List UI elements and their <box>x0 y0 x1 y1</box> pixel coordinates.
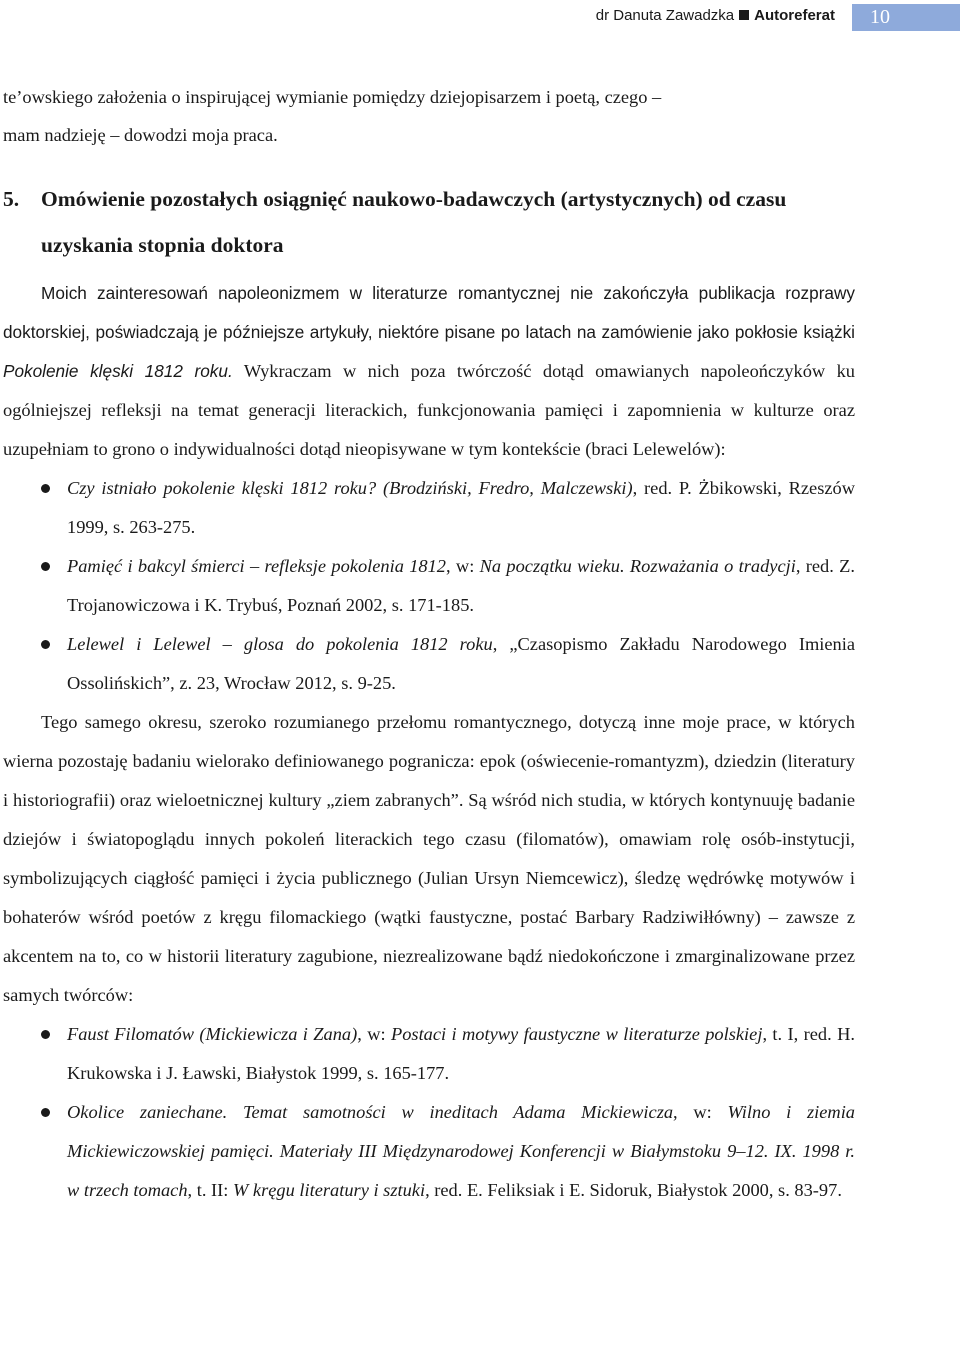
publication-connector: , w: <box>357 1024 391 1044</box>
document-body <box>3 78 855 1210</box>
list-item <box>3 469 855 547</box>
paragraph-2: Tego samego okresu, szeroko rozumianego przełomu romantycznego, dotyczą inne moje prace, w których wierna pozostaję badaniu wielorako definiowanego pogranicza: epok (oświecenie-romantyzm), dziedzin (literatury i historiografii) oraz wieloetnicznej kultury „ziem zabranych”. Są wśród nich studia, w których kontynuuję badanie dziejów i światopoglądu innych pokoleń literackich tego czasu (filomatów), omawiam rolę osób-instytucji, symbolizujących ciągłość pamięci i życia publicznego (Julian Ursyn Niemcewicz), śledzę wędrówkę motywów i bohaterów wśród poetów z kręgu filomackiego (wątki faustyczne, postać Barbary Radziwiłłówny) – zawsze z akcentem na to, co w historii literatury zagubione, niezrealizowane bądź niedokończone i zmarginalizowane przez samych twórców: <box>3 712 855 1005</box>
book-title: Pokolenie klęski 1812 roku. <box>3 361 233 381</box>
publication-details: , red. P. Żbikowski, Rzeszów 1999, s. 263-275. <box>67 478 856 537</box>
paragraph-1-text-b: Wykraczam w nich poza twórczość dotąd omawianych napoleończyków ku ogólniejszej refleksji na temat generacji literackich, funkcjonowania pamięci i zapomnienia w kulturze oraz uzupełniam to grono o indywidualności dotąd nieopisywane w tym kontekście (braci Lelewelów): <box>3 361 855 459</box>
publication-details: , „Czasopismo Zakładu Narodowego Imienia Ossolińskich”, z. 23, Wrocław 2012, s. 9-25. <box>67 634 856 693</box>
list-item <box>3 625 855 703</box>
publication-list-2 <box>3 1015 855 1210</box>
publication-connector: , w: <box>446 556 480 576</box>
intro-line-1: te’owskiego założenia o inspirującej wymianie pomiędzy dziejopisarzem i poetą, czego – <box>3 87 662 107</box>
square-bullet-icon <box>739 10 749 20</box>
section-heading <box>3 176 855 268</box>
list-item <box>3 547 855 625</box>
publication-source: Wilno i ziemia Mickiewiczowskiej pamięci. Materiały III Międzynarodowej Konferencji w Białymstoku 9–12. IX. 1998 r. w trzech tomach <box>67 1102 855 1200</box>
publication-source: W kręgu literatury i sztuki <box>233 1180 426 1200</box>
paragraph-1 <box>3 274 855 469</box>
publication-title: Czy istniało pokolenie klęski 1812 roku? (Brodziński, Fredro, Malczewski) <box>67 478 633 498</box>
publication-title: Lelewel i Lelewel – glosa do pokolenia 1812 roku <box>67 634 493 654</box>
page-number: 10 <box>852 4 960 31</box>
intro-line-2: mam nadzieję – dowodzi moja praca. <box>3 125 278 145</box>
publication-title: Faust Filomatów (Mickiewicza i Zana) <box>67 1024 358 1044</box>
header-doc-type: Autoreferat <box>754 7 835 24</box>
paragraph-1-text-a: Moich zainteresowań napoleonizmem w literaturze romantycznej nie zakończyła publikacja rozprawy doktorskiej, poświadczają je późniejsze artykuły, niektóre pisane po latach na zamówienie jako pokłosie książki <box>3 283 855 342</box>
publication-source: Na początku wieku. Rozważania o tradycji <box>479 556 796 576</box>
publication-details: , red. Z. Trojanowiczowa i K. Trybuś, Poznań 2002, s. 171-185. <box>67 556 855 615</box>
publication-details: , red. E. Feliksiak i E. Sidoruk, Białystok 2000, s. 83-97. <box>425 1180 842 1200</box>
publication-list-1 <box>3 469 855 703</box>
header-author: dr Danuta Zawadzka <box>595 7 735 24</box>
publication-title: Pamięć i bakcyl śmierci – refleksje pokolenia 1812 <box>67 556 447 576</box>
header-text <box>596 7 835 24</box>
page-header <box>0 0 960 34</box>
publication-source: Postaci i motywy faustyczne w literaturze polskiej <box>390 1024 763 1044</box>
publication-connector: , t. II: <box>187 1180 234 1200</box>
section-number: 5. <box>3 187 20 211</box>
list-item <box>3 1093 855 1210</box>
section-title: Omówienie pozostałych osiągnięć naukowo-badawczych (artystycznych) od czasu uzyskania stopnia doktora <box>41 187 787 257</box>
publication-details: , t. I, red. H. Krukowska i J. Ławski, Białystok 1999, s. 165-177. <box>67 1024 855 1083</box>
list-item <box>3 1015 855 1093</box>
intro-paragraph <box>3 78 855 154</box>
publication-title: Okolice zaniechane. Temat samotności w ineditach Adama Mickiewicza <box>67 1102 674 1122</box>
publication-connector: , w: <box>673 1102 728 1122</box>
